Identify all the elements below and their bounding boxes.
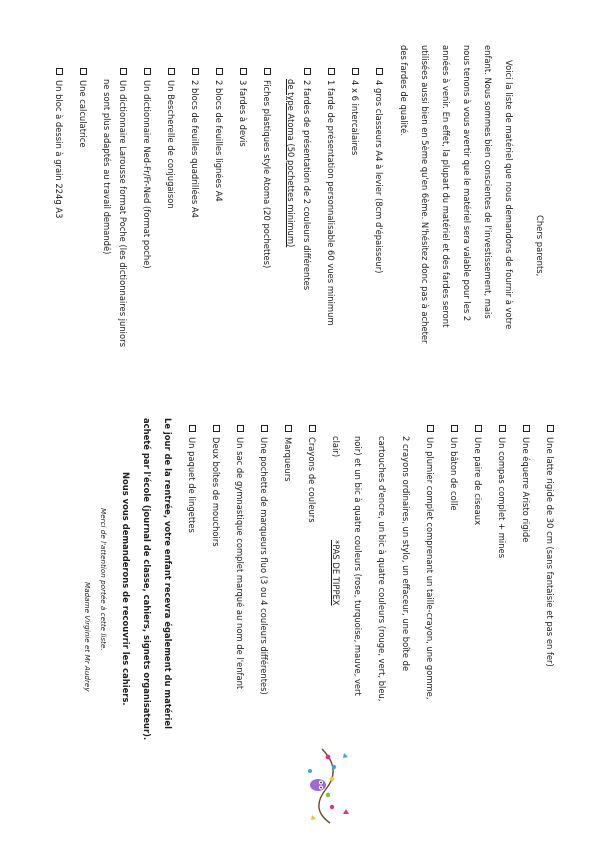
list-item-continuation: de type Atoma (50 pochettes minimum) bbox=[286, 79, 296, 248]
list-item: 2 blocs de feuilles quadrillées A4 bbox=[189, 68, 200, 218]
checkbox-icon bbox=[451, 425, 458, 432]
list-item: 2 fardes de présentation de 2 couleurs différentes bbox=[301, 68, 312, 290]
intro-line: enfant. Nous sommes bien conscientes de l'investissement, mais bbox=[483, 45, 493, 319]
closing-line: Le jour de la rentrée, votre enfant recevra également du matériel bbox=[163, 418, 173, 729]
list-item: Un paquet de lingettes bbox=[186, 425, 197, 533]
list-item: Une pochette de marqueurs fluo (3 ou 4 couleurs différentes) bbox=[258, 425, 269, 695]
checkbox-icon bbox=[213, 425, 220, 432]
list-item: Un plumier complet comprenant un taille-crayon, une gomme, bbox=[424, 425, 435, 699]
list-item: Un compas complet + mines bbox=[496, 425, 507, 558]
list-item: 4 x 6 intercalaires bbox=[349, 68, 360, 155]
checkbox-icon bbox=[547, 425, 554, 432]
checkbox-icon bbox=[523, 425, 530, 432]
checkbox-icon bbox=[56, 68, 63, 75]
checkbox-icon bbox=[189, 425, 196, 432]
checkbox-icon bbox=[144, 68, 151, 75]
list-item: Marqueurs bbox=[282, 425, 293, 482]
list-item: Un dictionnaire Larousse format Poche (les dictionnaires juniors bbox=[117, 68, 128, 347]
list-item: Une équerre Aristo rigide bbox=[520, 425, 531, 542]
intro-line: années à venir. En effet, la plupart du matériel et des fardes seront bbox=[441, 45, 451, 328]
checkbox-icon bbox=[261, 425, 268, 432]
checkbox-icon bbox=[304, 68, 311, 75]
list-item: Un dictionnaire Ned-Fr/Fr-Ned (format poche) bbox=[141, 68, 152, 269]
checkbox-icon bbox=[240, 68, 247, 75]
list-item: 4 gros classeurs A4 à levier (8cm d'épaisseur) bbox=[373, 68, 384, 273]
checkbox-icon bbox=[309, 425, 316, 432]
list-item: Fiches plastiques style Atoma (20 pochettes) bbox=[261, 68, 272, 268]
checkbox-icon bbox=[427, 425, 434, 432]
list-item: Deux boîtes de mouchoirs bbox=[210, 425, 221, 547]
list-item: 3 fardes à devis bbox=[237, 68, 248, 147]
checkbox-icon bbox=[285, 425, 292, 432]
list-item-continuation: clair) bbox=[331, 436, 341, 458]
list-item: 2 blocs de feuilles lignées A4 bbox=[213, 68, 224, 202]
checkbox-icon bbox=[376, 68, 383, 75]
list-item: 1 farde de présentation personnalisable 60 vues minimum bbox=[325, 68, 336, 326]
thanks-note: Merci de l'attention portée à cette liste. bbox=[99, 508, 108, 651]
no-tippex-note: *PAS DE TIPPEX bbox=[331, 540, 341, 606]
checkbox-icon bbox=[499, 425, 506, 432]
checkbox-icon bbox=[168, 68, 175, 75]
intro-line: nous tenons à vous avertir que le matériel sera valable pour les 2 bbox=[462, 45, 472, 322]
intro-line: des fardes de qualité. bbox=[399, 45, 409, 137]
list-item: Une latte rigide de 30 cm (sans fantaisie et pas en fer) bbox=[544, 425, 555, 667]
list-item-continuation: cartouches d'encre, un bic à quatre couleurs (rouge, vert, bleu, bbox=[377, 436, 387, 702]
list-item: Un bâton de colle bbox=[448, 425, 459, 511]
list-item: Crayons de couleurs bbox=[306, 425, 317, 523]
greeting: Chers parents, bbox=[535, 215, 545, 277]
intro-line: utilisées aussi bien en 5ème qu'en 6ème. N'hésitez donc pas à acheter bbox=[420, 45, 430, 344]
checkbox-icon bbox=[192, 68, 199, 75]
checkbox-icon bbox=[264, 68, 271, 75]
checkbox-icon bbox=[475, 425, 482, 432]
intro-line: Voici la liste de matériel que nous demandons de fournir à votre bbox=[504, 60, 514, 330]
list-item: Un sac de gymnastique complet marqué au nom de l'enfant bbox=[234, 425, 245, 689]
checkbox-icon bbox=[237, 425, 244, 432]
list-item-continuation: ne sont plus adaptés au travail demandé) bbox=[102, 79, 112, 255]
checkbox-icon bbox=[328, 68, 335, 75]
list-item-continuation: noir) et un bic à quatre couleurs (rose, turquoise, mauve, vert bbox=[353, 436, 363, 696]
list-item: Une paire de ciseaux bbox=[472, 425, 483, 525]
signature: Madame Virginie et Mr Audrey bbox=[83, 582, 92, 692]
list-item: Un Bescherelle de conjugaison bbox=[165, 68, 176, 209]
closing-line: acheté par l'école (journal de classe, cahiers, signets organisateur). bbox=[142, 418, 152, 741]
list-item: Une calculatrice bbox=[77, 68, 88, 148]
checkbox-icon bbox=[80, 68, 87, 75]
list-item-continuation: 2 crayons ordinaires, un stylo, un effaceur, une boîte de bbox=[401, 436, 411, 672]
checkbox-icon bbox=[352, 68, 359, 75]
closing-line: Nous vous demanderons de recouvrir les cahiers. bbox=[121, 472, 131, 706]
list-item: Un bloc à dessin à grain 224g A3 bbox=[53, 68, 64, 218]
owl-and-butterflies-icon bbox=[300, 745, 352, 825]
checkbox-icon bbox=[216, 68, 223, 75]
checkbox-icon bbox=[120, 68, 127, 75]
